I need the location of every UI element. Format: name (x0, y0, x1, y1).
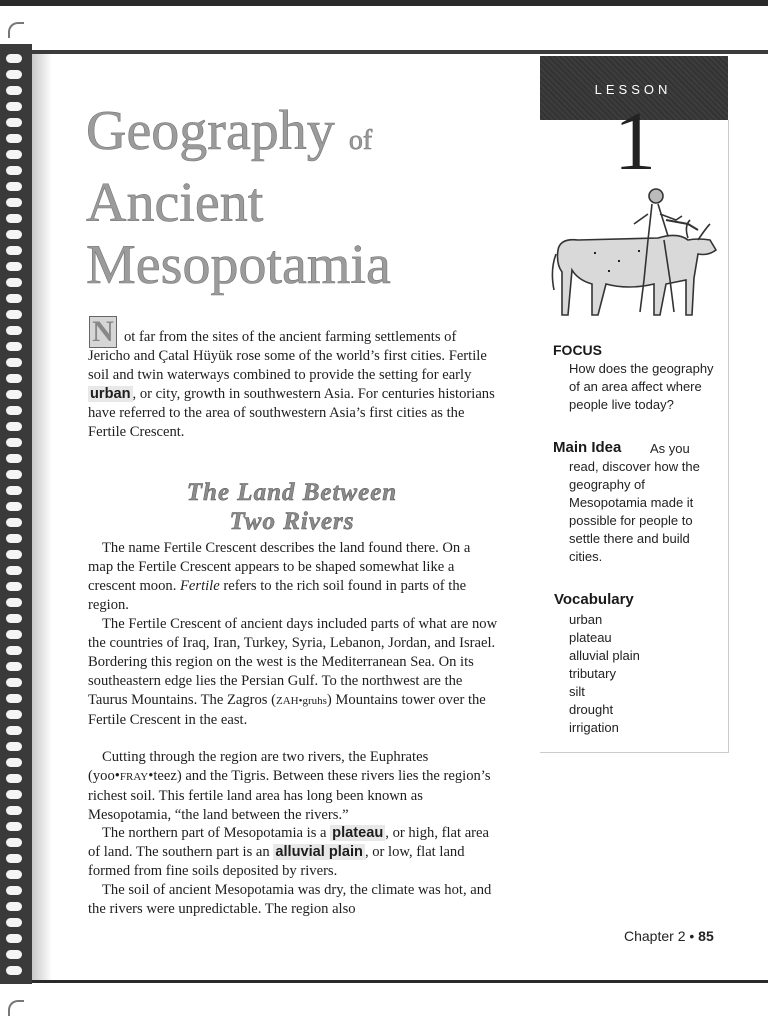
keyword-alluvial-plain: alluvial plain (275, 844, 363, 861)
paragraph-1 (88, 539, 498, 615)
vocab-term: irrigation (569, 720, 619, 735)
binding-hole-icon (6, 342, 22, 351)
pronunciation: FRAY (119, 771, 149, 784)
binding-hole-icon (6, 790, 22, 799)
binding-hole-icon (6, 694, 22, 703)
binding-hole-icon (6, 710, 22, 719)
binding-hole-icon (6, 406, 22, 415)
title-line-2: Ancient (86, 172, 264, 234)
page-top-rule (30, 50, 768, 54)
binding-hole-icon (6, 502, 22, 511)
section-heading-line-1: The Land Between (186, 479, 398, 506)
binding-hole-icon (6, 214, 22, 223)
binding-hole-icon (6, 70, 22, 79)
binding-hole-icon (6, 966, 22, 975)
lesson-number: 1 (614, 95, 656, 188)
vocab-term: urban (569, 612, 603, 627)
intro-paragraph (88, 328, 496, 443)
paragraph-text: The northern part of Mesopotamia is a (102, 825, 327, 841)
vocab-term: drought (569, 702, 614, 717)
section-heading-line-2: Two Rivers (229, 508, 355, 535)
binding-hole-icon (6, 230, 22, 239)
binding-hole-icon (6, 742, 22, 751)
focus-text: How does the geography of an area affect where people live today? (569, 361, 714, 412)
keyword-plateau: plateau (332, 825, 384, 841)
title-line-1: Geography (86, 100, 335, 162)
intro-text: , or city, growth in southwestern Asia. For centuries historians have referred to the area of southwestern Asia’s first cities as the Fertile Crescent. (88, 386, 495, 441)
binding-hole-icon (6, 310, 22, 319)
lesson-title (86, 100, 526, 296)
corner-mark-icon (8, 1000, 24, 1016)
binding-hole-icon (6, 598, 22, 607)
paragraph-text: ) Mountains tower over the Fertile Crescent in the east. (88, 692, 486, 729)
vocab-term: silt (569, 684, 585, 699)
drop-cap: N (89, 316, 117, 348)
binding-hole-icon (6, 774, 22, 783)
binding-hole-icon (6, 326, 22, 335)
binding-hole-icon (6, 454, 22, 463)
binding-hole-icon (6, 726, 22, 735)
binding-hole-icon (6, 758, 22, 767)
binding-hole-icon (6, 246, 22, 255)
binding-hole-icon (6, 358, 22, 367)
paragraph-3 (88, 748, 498, 825)
binding-hole-icon (6, 934, 22, 943)
binding-hole-icon (6, 278, 22, 287)
vocabulary-list (569, 611, 709, 737)
binding-hole-icon (6, 806, 22, 815)
binding-hole-icon (6, 630, 22, 639)
paragraph-text: •teez) and the Tigris. Between these rivers lies the region’s richest soil. This fertile land area has long been known as Mesopotamia, “the land between the rivers.” (88, 768, 491, 824)
spiral-binding (0, 44, 32, 984)
binding-hole-icon (6, 614, 22, 623)
paragraph-2 (88, 615, 498, 731)
main-idea-text: As you read, discover how the geography of Mesopotamia made it possible for people to settle there and build cities. (569, 441, 700, 564)
binding-hole-icon (6, 582, 22, 591)
main-idea-heading: Main Idea (553, 439, 622, 456)
vocabulary-heading: Vocabulary (554, 591, 634, 608)
chapter-label: Chapter 2 (624, 928, 686, 944)
binding-hole-icon (6, 294, 22, 303)
binding-hole-icon (6, 886, 22, 895)
binding-hole-icon (6, 374, 22, 383)
page-bottom-rule (0, 980, 768, 983)
binding-hole-icon (6, 486, 22, 495)
binding-hole-icon (6, 438, 22, 447)
scan-top-edge (0, 0, 768, 6)
title-line-3: Mesopotamia (86, 234, 391, 296)
binding-hole-icon (6, 150, 22, 159)
title-of: of (348, 125, 373, 156)
binding-hole-icon (6, 838, 22, 847)
binding-hole-icon (6, 918, 22, 927)
keyword-urban: urban (90, 386, 131, 403)
binding-hole-icon (6, 86, 22, 95)
binding-hole-icon (6, 822, 22, 831)
focus-heading: FOCUS (553, 342, 602, 358)
binding-hole-icon (6, 118, 22, 127)
lesson-label: LESSON (594, 82, 672, 97)
binding-hole-icon (6, 390, 22, 399)
binding-hole-icon (6, 54, 22, 63)
intro-text: ot far from the sites of the ancient farming settlements of Jericho and Çatal Hüyük rose some of the world’s first cities. Fertile soil and twin waterways combined to provide the setting for early (88, 329, 487, 384)
binding-hole-icon (6, 950, 22, 959)
page-gutter-shadow (32, 54, 52, 980)
binding-hole-icon (6, 102, 22, 111)
binding-hole-icon (6, 198, 22, 207)
bull-and-man-illustration-icon (548, 180, 720, 330)
vocab-term: alluvial plain (569, 648, 640, 663)
corner-mark-icon (8, 22, 24, 38)
binding-hole-icon (6, 662, 22, 671)
page-number: 85 (698, 928, 714, 944)
page-footer (624, 928, 714, 944)
binding-hole-icon (6, 678, 22, 687)
binding-hole-icon (6, 550, 22, 559)
footer-bullet: • (689, 928, 695, 944)
paragraph-4 (88, 824, 498, 881)
binding-hole-icon (6, 518, 22, 527)
pronunciation: ZAH•gruhs (276, 695, 327, 708)
vocab-term: plateau (569, 630, 612, 645)
binding-hole-icon (6, 646, 22, 655)
binding-hole-icon (6, 182, 22, 191)
paragraph-text: The Fertile Crescent of ancient days included parts of what are now the countries of Iraq, Iran, Turkey, Syria, Lebanon, Jordan, and Israel. Bordering this region on the west is the Mediterranean Sea. On its southeastern edge lies the Persian Gulf. To the northwest are the Taurus Mountains. The Zagros ( (88, 616, 498, 709)
vocab-term: tributary (569, 666, 616, 681)
binding-hole-icon (6, 566, 22, 575)
paragraph-text: Cutting through the region are two rivers, the Euphrates (yoo• (88, 749, 429, 785)
binding-hole-icon (6, 134, 22, 143)
paragraph-text: The name Fertile Crescent describes the land found there. On a map the Fertile Crescent appears to be shaped somewhat like a crescent moon. (88, 540, 471, 595)
binding-hole-icon (6, 534, 22, 543)
binding-hole-icon (6, 166, 22, 175)
section-heading (90, 478, 494, 536)
binding-hole-icon (6, 422, 22, 431)
binding-hole-icon (6, 902, 22, 911)
paragraph-text: , or high, flat area of land. The southern part is an (88, 825, 489, 861)
paragraph-text: , or low, flat land formed from fine soils deposited by rivers. (88, 844, 465, 880)
paragraph-text: refers to the rich soil found in parts of the region. (88, 578, 467, 614)
binding-hole-icon (6, 262, 22, 271)
binding-hole-icon (6, 854, 22, 863)
binding-hole-icon (6, 870, 22, 879)
binding-hole-icon (6, 470, 22, 479)
paragraph-5: The soil of ancient Mesopotamia was dry, the climate was hot, and the rivers were unpredictable. The region also (88, 882, 492, 918)
italic-term: Fertile (180, 578, 220, 595)
